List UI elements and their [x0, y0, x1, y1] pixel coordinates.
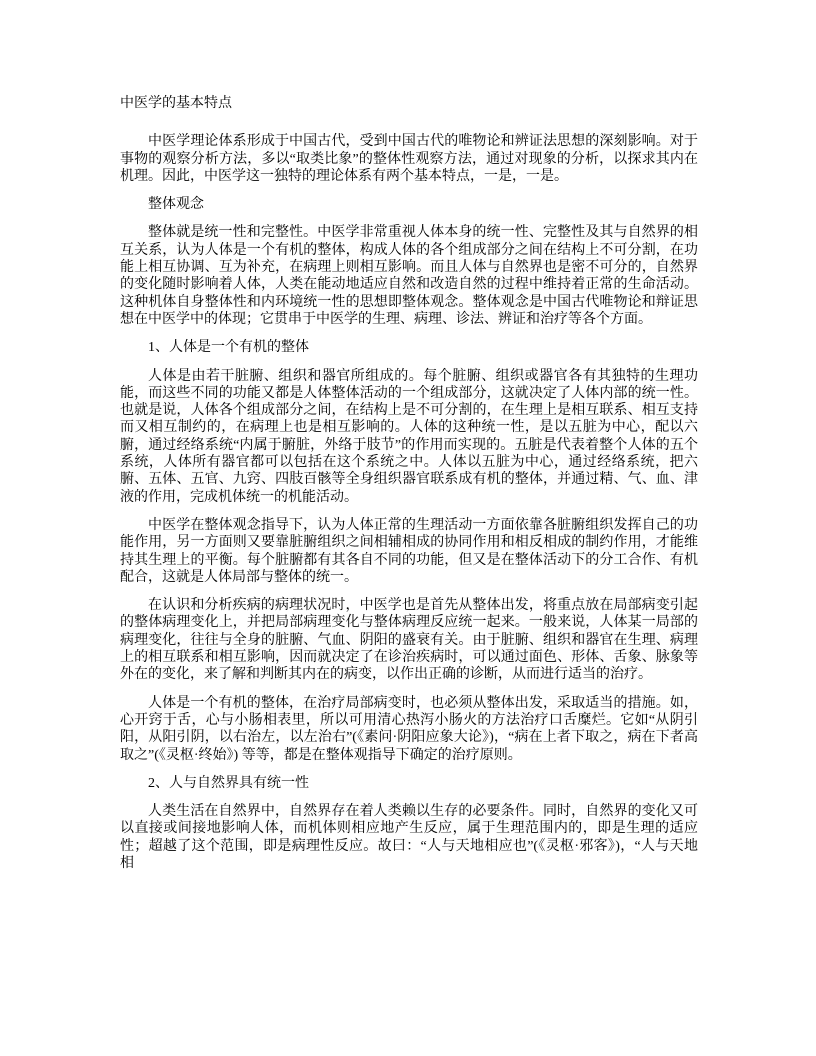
section-heading: 2、人与自然界具有统一性 [148, 775, 309, 791]
paragraph: 整体就是统一性和完整性。中医学非常重视人体本身的统一性、完整性及其与自然界的相互关系，认为人体是一个有机的整体，构成人体的各个组成部分之间在结构上不可分割，在功能上相互协调、互为补充，在病理上则相互影响。而且人体与自然界也是密不可分的，自然界的变化随时影响着人体，人类在能动地适应自然和改造自然的过程中维持着正常的生命活动。这种机体自身整体性和内环境统一性的思想即整体观念。整体观念是中国古代唯物论和辩证思想在中医学中的体现；它贯串于中医学的生理、病理、诊法、辨证和治疗等各个方面。 [120, 225, 698, 327]
paragraph: 人类生活在自然界中，自然界存在着人类赖以生存的必要条件。同时，自然界的变化又可以直接或间接地影响人体，而机体则相应地产生反应，属于生理范围内的，即是生理的适应性；超越了这个范围，即是病理性反应。故曰：“人与天地相应也”(《灵枢·邪客》)，“人与天地相 [120, 804, 698, 871]
paragraph: 人体是由若干脏腑、组织和器官所组成的。每个脏腑、组织或器官各有其独特的生理功能，而这些不同的功能又都是人体整体活动的一个组成部分，这就决定了人体内部的统一性。也就是说，人体各个组成部分之间，在结构上是不可分割的，在生理上是相互联系、相互支持而又相互制约的，在病理上也是相互影响的。人体的这种统一性，是以五脏为中心，配以六腑，通过经络系统“内属于腑脏，外络于肢节”的作用而实现的。五脏是代表着整个人体的五个系统，人体所有器官都可以包括在这个系统之中。人体以五脏为中心，通过经络系统，把六腑、五体、五官、九窍、四肢百骸等全身组织器官联系成有机的整体，并通过精、气、血、津液的作用，完成机体统一的机能活动。 [120, 368, 698, 505]
document-content [120, 95, 698, 883]
paragraph: 中医学理论体系形成于中国古代，受到中国古代的唯物论和辨证法思想的深刻影响。对于事物的观察分析方法，多以“取类比象”的整体性观察方法，通过对现象的分析，以探求其内在机理。因此，中医学这一独特的理论体系有两个基本特点，一是，一是。 [120, 134, 698, 184]
document-title: 中医学的基本特点 [120, 96, 232, 111]
section-heading: 1、人体是一个有机的整体 [148, 340, 309, 356]
paragraph: 人体是一个有机的整体，在治疗局部病变时，也必须从整体出发，采取适当的措施。如，心开窍于舌，心与小肠相表里，所以可用清心热泻小肠火的方法治疗口舌糜烂。它如“从阴引阳，从阳引阴，以右治左，以左治右”(《素问·阴阳应象大论》)，“病在上者下取之，病在下者高取之”(《灵枢·终始》) 等等，都是在整体观指导下确定的治疗原则。 [120, 695, 698, 763]
paragraph: 在认识和分析疾病的病理状况时，中医学也是首先从整体出发，将重点放在局部病变引起的整体病理变化上，并把局部病理变化与整体病理反应统一起来。一般来说，人体某一局部的病理变化，往往与全身的脏腑、气血、阴阳的盛衰有关。由于脏腑、组织和器官在生理、病理上的相互联系和相互影响，因而就决定了在诊治疾病时，可以通过面色、形体、舌象、脉象等外在的变化，来了解和判断其内在的病变，以作出正确的诊断，从而进行适当的治疗。 [120, 598, 698, 683]
paragraph: 中医学在整体观念指导下，认为人体正常的生理活动一方面依靠各脏腑组织发挥自己的功能作用，另一方面则又要靠脏腑组织之间相辅相成的协同作用和相反相成的制约作用，才能维持其生理上的平衡。每个脏腑都有其各自不同的功能，但又是在整体活动下的分工合作、有机配合，这就是人体局部与整体的统一。 [120, 517, 698, 585]
section-heading: 整体观念 [148, 197, 204, 213]
